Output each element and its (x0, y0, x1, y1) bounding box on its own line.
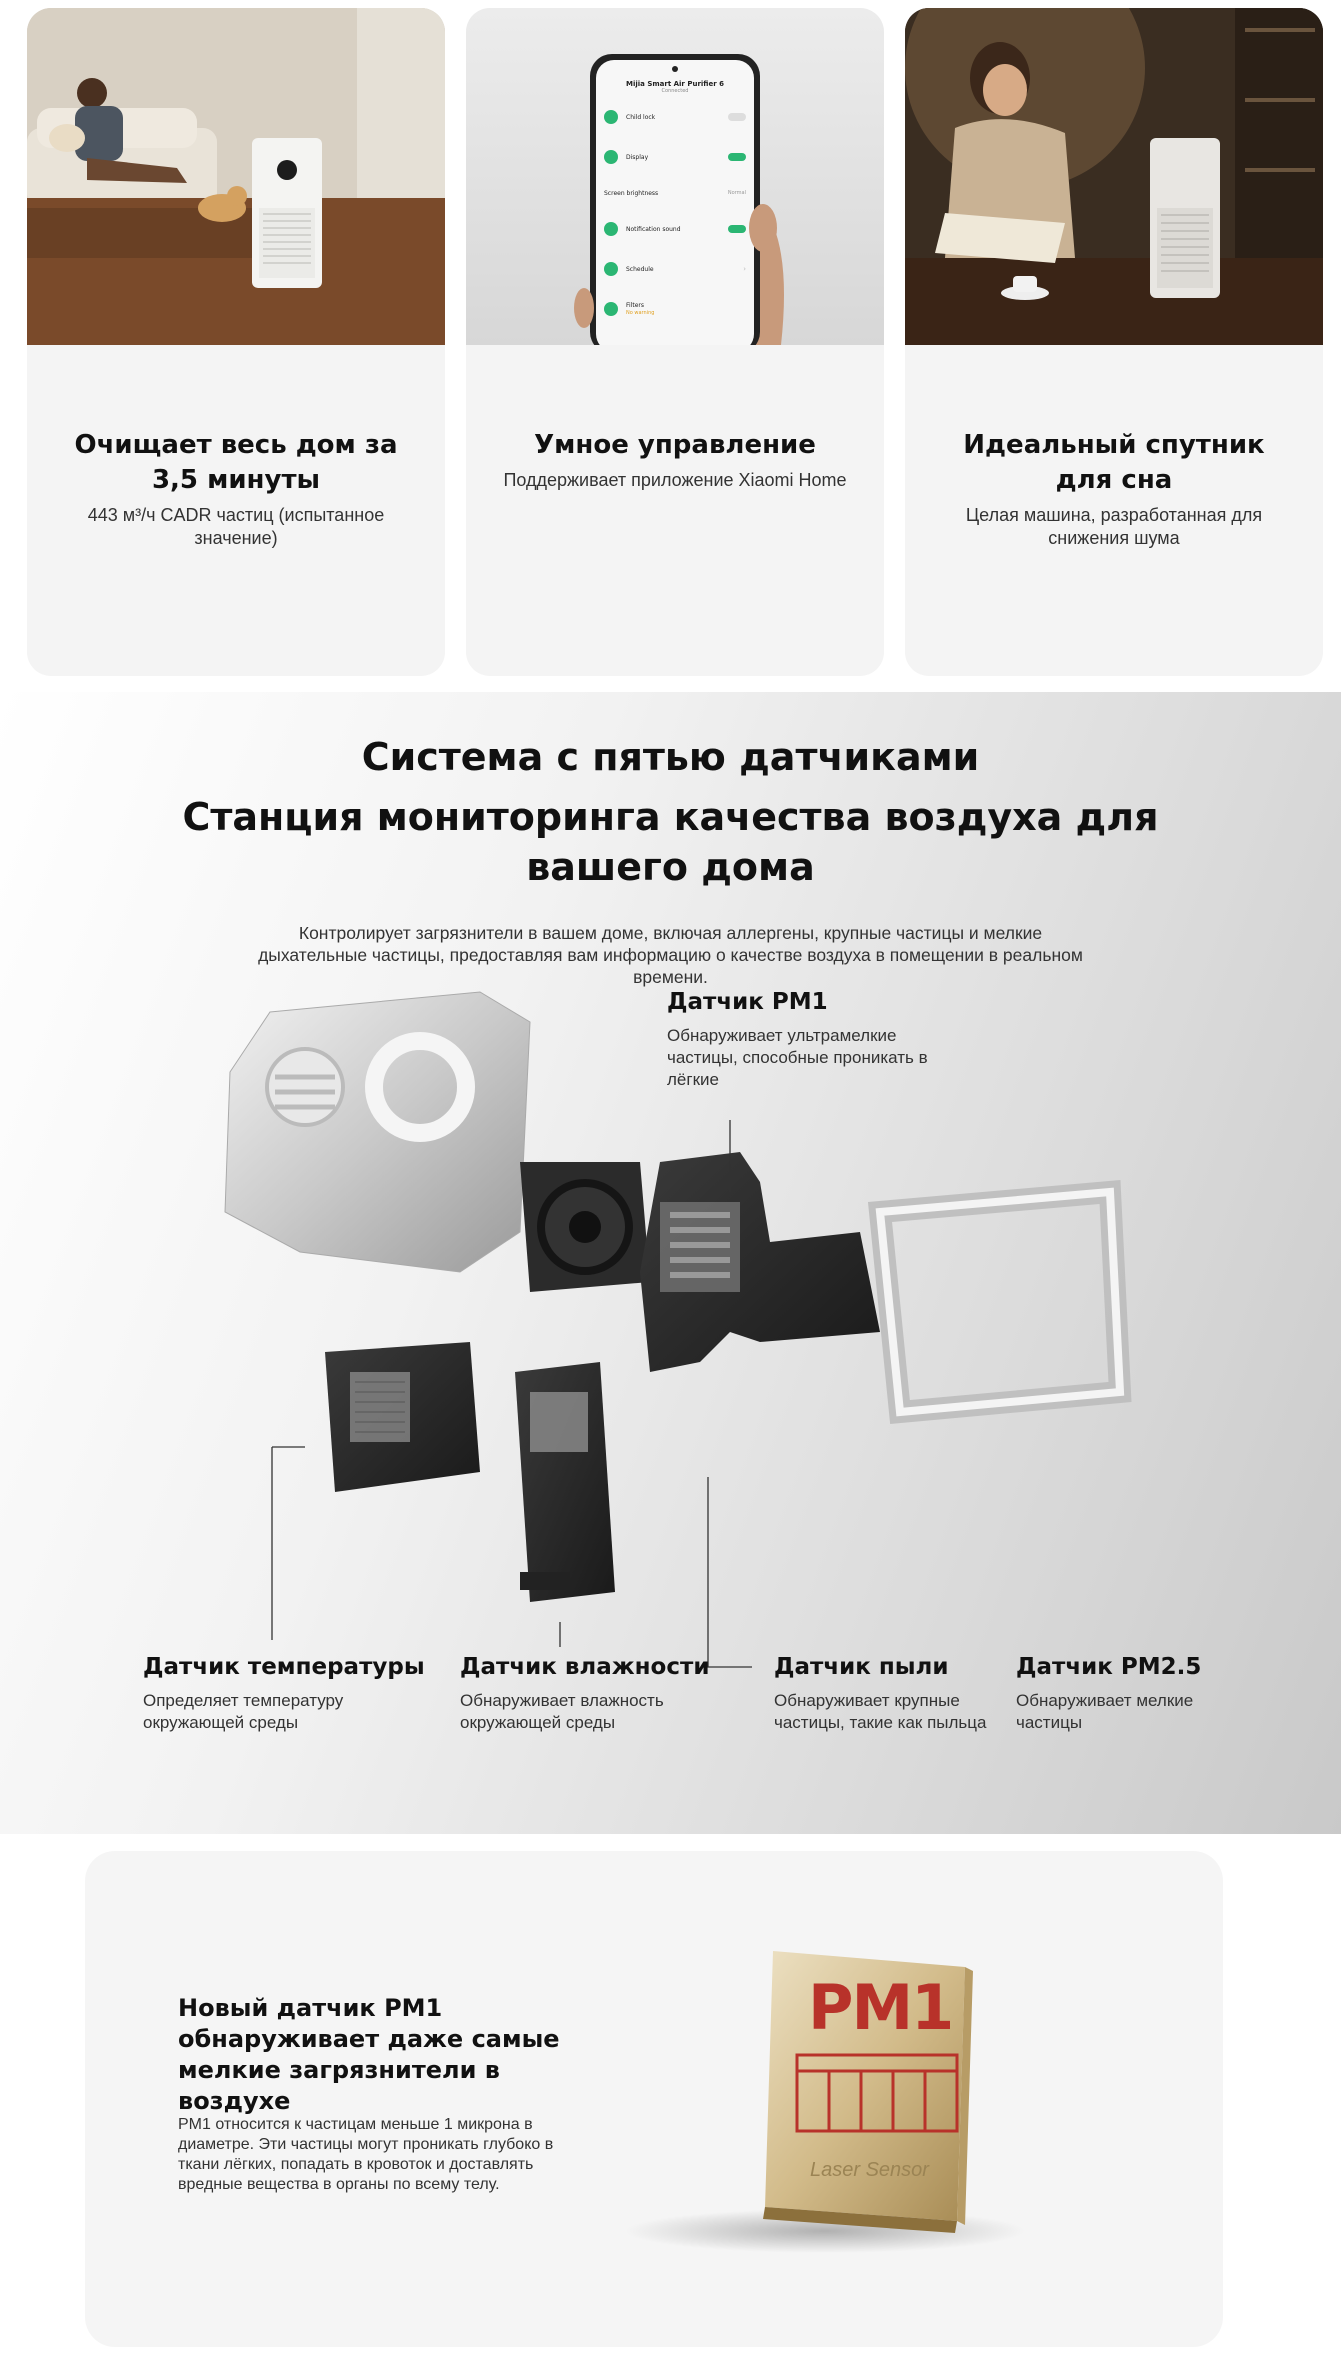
pm1-feature-card (85, 1851, 1223, 2347)
pm1-chip-grid (793, 2051, 963, 2141)
feature-cards (27, 8, 1323, 676)
chevron-right-icon: › (743, 265, 746, 273)
feature-card-cleaning (27, 8, 445, 676)
feature-card-sleep (905, 8, 1323, 676)
app-row-display[interactable] (604, 144, 746, 170)
toggle-on[interactable] (728, 225, 746, 233)
card-text (57, 428, 415, 550)
app-row-label: Screen brightness (604, 189, 659, 197)
label-pm1-sensor (667, 987, 957, 1091)
sensor-section (0, 692, 1341, 1834)
sensor-title: Датчик PM1 (667, 989, 828, 1015)
card-subtitle: Целая машина, разработанная для снижения шума (965, 505, 1263, 548)
card-title: Умное управление (534, 430, 816, 460)
toggle-on[interactable] (728, 153, 746, 161)
app-row-notification[interactable] (604, 216, 746, 242)
sensor-text: Обнаруживает влажность окружающей среды (460, 1691, 664, 1732)
pm1-card-title: Новый датчик PM1 обнаруживает даже самые мелкие загрязнители в воздухе (178, 1994, 560, 2115)
sensor-title: Датчик влажности (460, 1654, 710, 1680)
sensor-text: Обнаруживает мелкие частицы (1016, 1691, 1194, 1732)
feature-card-smart-control (466, 8, 884, 676)
filter-icon (604, 302, 618, 316)
sensor-title: Датчик температуры (143, 1654, 425, 1680)
app-row-child-lock[interactable] (604, 104, 746, 130)
card-title: Идеальный спутник для сна (963, 430, 1265, 495)
app-row-filters[interactable] (604, 296, 746, 322)
app-row-schedule[interactable] (604, 256, 746, 282)
pm1-chip-sublabel: Laser Sensor (810, 2159, 929, 2181)
app-row-value: Normal (727, 190, 746, 196)
phone-screen (604, 80, 746, 322)
lock-icon (604, 110, 618, 124)
card-text (496, 428, 854, 492)
app-row-label: Notification sound (626, 225, 681, 233)
sensor-title: Датчик пыли (774, 1654, 949, 1680)
toggle-off[interactable] (728, 113, 746, 121)
label-humidity-sensor (460, 1652, 720, 1734)
label-pm25-sensor (1016, 1652, 1216, 1734)
card-subtitle: 443 м³/ч CADR частиц (испытанное значение) (87, 505, 385, 548)
app-row-label: Child lock (626, 113, 656, 121)
app-row-brightness[interactable] (604, 180, 746, 206)
card-subtitle: Поддерживает приложение Xiaomi Home (503, 470, 847, 490)
living-room-photo (27, 8, 445, 345)
pm1-chip-label: PM1 (808, 1971, 953, 2044)
label-temperature-sensor (143, 1652, 433, 1734)
sensor-title: Датчик PM2.5 (1016, 1654, 1202, 1680)
app-title: Mijia Smart Air Purifier 6 (626, 80, 724, 88)
app-row-label: Schedule (626, 265, 654, 273)
sensor-text: Определяет температуру окружающей среды (143, 1691, 344, 1732)
clock-icon (604, 262, 618, 276)
card-title: Очищает весь дом за 3,5 минуты (74, 430, 398, 495)
display-icon (604, 150, 618, 164)
sensor-section-description: Контролирует загрязнители в вашем доме, включая аллергены, крупные частицы и мелкие дыхательные частицы, предоставляя вам информацию о качестве воздуха в помещении в реальном времени. (258, 923, 1083, 987)
app-status: Connected (661, 88, 689, 94)
bell-icon (604, 222, 618, 236)
reading-photo (905, 8, 1323, 345)
sensor-section-subtitle: Станция мониторинга качества воздуха для вашего дома (182, 795, 1159, 889)
app-row-label: Display (626, 153, 649, 161)
card-text (935, 428, 1293, 550)
pm1-card-text: PM1 относится к частицам меньше 1 микрона в диаметре. Эти частицы могут проникать глубоко в ткани лёгких, попадать в кровоток и доставлять вредные вещества в органы по всему телу. (178, 2116, 554, 2193)
app-row-value: No warning (626, 309, 655, 316)
label-dust-sensor (774, 1652, 1019, 1734)
sensor-section-title: Система с пятью датчиками (361, 735, 980, 779)
sensor-text: Обнаруживает крупные частицы, такие как пыльца (774, 1691, 987, 1732)
app-row-label: Filters (626, 301, 644, 309)
sensor-text: Обнаруживает ультрамелкие частицы, способные проникать в лёгкие (667, 1026, 928, 1089)
phone-app-photo (466, 8, 884, 345)
